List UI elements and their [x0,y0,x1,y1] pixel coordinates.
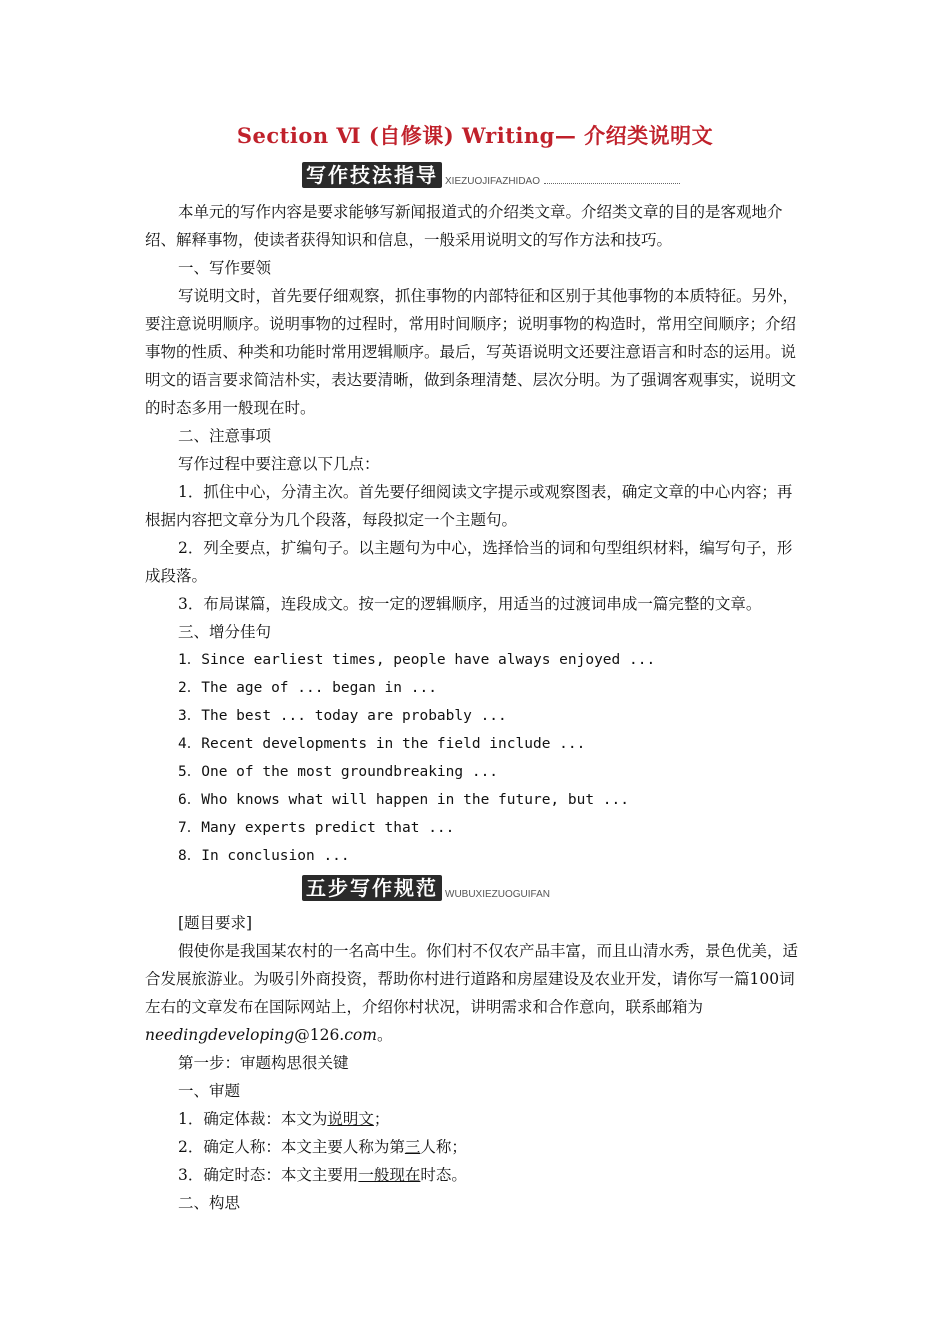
sub-heading: 二、构思 [178,1194,241,1212]
review-item [145,1133,807,1161]
section-heading: 一、写作要领 [178,259,272,277]
review-answer: 说明文 [327,1110,374,1128]
review-item [145,1105,807,1133]
notes-lead: 写作过程中要注意以下几点： [178,455,380,473]
review-item [145,1161,807,1189]
sentence-item: 4．Recent developments in the field include ... [178,736,586,752]
email-tld: com [344,1026,377,1044]
step-heading: 第一步：审题构思很关键 [178,1054,349,1072]
review-answer: 三 [404,1138,421,1156]
sub-heading: 一、审题 [178,1082,241,1100]
review-suffix: 时态。 [420,1166,467,1184]
sentence-item: 3．The best ... today are probably ... [178,708,507,724]
list-item: 3．布局谋篇，连段成文。按一定的逻辑顺序，用适当的过渡词串成一篇完整的文章。 [178,595,762,613]
email-user: needingdeveloping [145,1026,295,1044]
body-top [145,198,807,870]
section-heading: 二、注意事项 [178,427,272,445]
sentence-item: 7．Many experts predict that ... [178,820,455,836]
banner-label: 写作技法指导 [302,162,442,188]
banner-divider [544,183,680,184]
review-suffix: ； [373,1110,390,1128]
review-answer: 一般现在 [358,1166,421,1184]
banner-label: 五步写作规范 [302,875,442,901]
review-label: 2．确定人称：本文主要人称为第 [178,1138,405,1156]
sentence-item: 8．In conclusion ... [178,848,350,864]
list-item: 1．抓住中心，分清主次。首先要仔细阅读文字提示或观察图表，确定文章的中心内容；再根据内容把文章分为几个段落，每段拟定一个主题句。 [145,483,793,529]
sentence-item: 5．One of the most groundbreaking ... [178,764,499,780]
list-item: 2．列全要点，扩编句子。以主题句为中心，选择恰当的词和句型组织材料，编写句子，形成段落。 [145,539,793,585]
review-label: 1．确定体裁：本文为 [178,1110,328,1128]
task-paragraph [145,937,807,1049]
task-body: 假使你是我国某农村的一名高中生。你们村不仅农产品丰富，而且山清水秀，景色优美，适合发展旅游业。为吸引外商投资，帮助你村进行道路和房屋建设及农业开发，请你写一篇100词左右的文章发布在国际网站上，介绍你村状况，讲明需求和合作意向，联系邮箱为 [145,942,799,1016]
intro-paragraph: 本单元的写作内容是要求能够写新闻报道式的介绍类文章。介绍类文章的目的是客观地介绍、解释事物，使读者获得知识和信息，一般采用说明文的写作方法和技巧。 [145,203,783,249]
email-domain: @126. [294,1026,345,1044]
section-banner-five-steps [302,873,572,901]
banner-pinyin: WUBUXIEZUOGUIFAN [445,889,551,900]
task-end: 。 [376,1026,393,1044]
review-label: 3．确定时态：本文主要用 [178,1166,359,1184]
section-banner-writing-tips [302,160,680,188]
sentence-item: 2．The age of ... began in ... [178,680,437,696]
banner-pinyin: XIEZUOJIFAZHIDAO [445,176,541,187]
review-suffix: 人称； [420,1138,467,1156]
sentence-item: 6．Who knows what will happen in the future, but ... [178,792,629,808]
writing-essentials-paragraph: 写说明文时，首先要仔细观察，抓住事物的内部特征和区别于其他事物的本质特征。另外，要注意说明顺序。说明事物的过程时，常用时间顺序；说明事物的构造时，常用空间顺序；介绍事物的性质、种类和功能时常用逻辑顺序。最后，写英语说明文还要注意语言和时态的运用。说明文的语言要求简洁朴实，表达要清晰，做到条理清楚、层次分明。为了强调客观事实，说明文的时态多用一般现在时。 [145,287,799,417]
sentence-item: 1．Since earliest times, people have always enjoyed ... [178,652,656,668]
page-title: Section Ⅵ (自修课) Writing— 介绍类说明文 [236,123,714,148]
task-heading: [题目要求] [178,914,253,932]
section-heading: 三、增分佳句 [178,623,272,641]
body-bottom [145,909,807,1217]
